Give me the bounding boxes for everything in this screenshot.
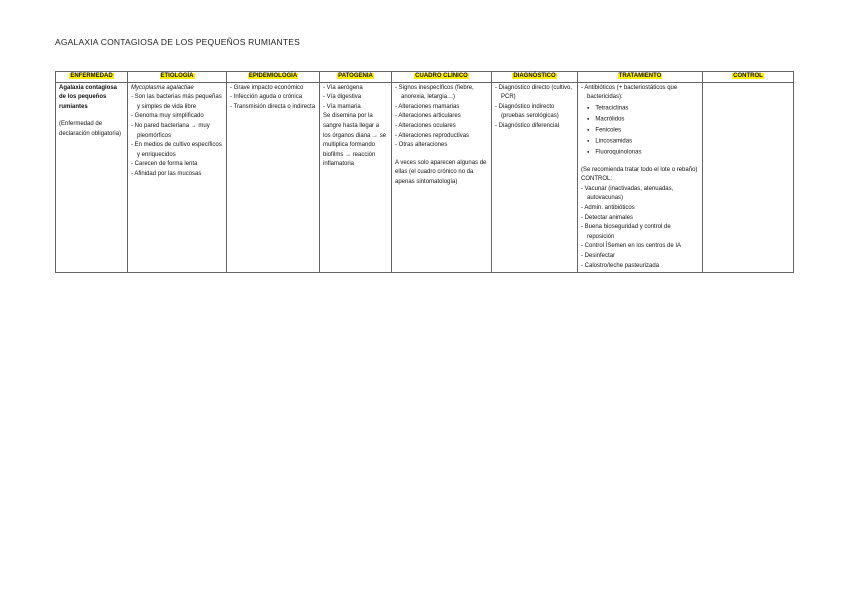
- header-cuadro-clinico: CUADRO CLÍNICO: [392, 72, 492, 83]
- list-item: ● Macrólidos: [597, 114, 699, 125]
- clinical-note: A veces solo aparecen algunas de ellas (el cuadro crónico no da apenas sintomatología): [395, 159, 487, 185]
- list-item: - Alteraciones reproductivas: [395, 132, 488, 142]
- list-item: - Alteraciones articulares: [395, 112, 488, 122]
- list-item: - Vía digestiva: [323, 93, 388, 103]
- list-item: - Control ÍSemen en los centros de IA: [581, 242, 699, 252]
- list-item: - Vacunar (inactivadas, atenuadas, autovacunas): [581, 185, 699, 204]
- list-item: - No pared bacteriana → muy pleomórficos: [131, 122, 223, 141]
- list-item: - Alteraciones mamarias: [395, 103, 488, 113]
- cell-epidemiologia: [227, 82, 320, 273]
- header-tratamiento: TRATAMIENTO: [578, 72, 703, 83]
- cell-control: [703, 82, 794, 273]
- disease-name: Agalaxia contagiosa de los pequeños rumiantes: [59, 84, 118, 110]
- header-patogenia: PATOGENIA: [320, 72, 392, 83]
- list-item: - Alteraciones oculares: [395, 122, 488, 132]
- clinical-list: [395, 84, 488, 151]
- list-item: - Signos inespecíficos (fiebre, anorexia, letargia…): [395, 84, 488, 103]
- cell-enfermedad: [56, 82, 128, 273]
- list-item: - Otras alteraciones: [395, 141, 488, 151]
- header-epidemiologia: EPIDEMIOLOGÍA: [227, 72, 320, 83]
- list-item: - Carecen de forma lenta: [131, 160, 223, 170]
- header-diagnostico: DIAGNÓSTICO: [492, 72, 578, 83]
- treatment-recommendation: (Se recomienda tratar todo el lote o rebaño): [581, 166, 698, 173]
- list-item: - Son las bacterias más pequeñas y simples de vida libre: [131, 93, 223, 112]
- cell-etiologia: [128, 82, 227, 273]
- summary-table: [55, 71, 794, 273]
- list-item: - Calostro/leche pasteurizada: [581, 262, 699, 272]
- header-enfermedad: ENFERMEDAD: [56, 72, 128, 83]
- cell-diagnostico: [492, 82, 578, 273]
- list-item: - Transmisión directa o indirecta: [230, 103, 316, 113]
- list-item: - Desinfectar: [581, 252, 699, 262]
- list-item: - Diagnóstico directo (cultivo, PCR): [495, 84, 574, 103]
- document-title: AGALAXIA CONTAGIOSA DE LOS PEQUEÑOS RUMIANTES: [55, 37, 301, 47]
- list-item: ● Fenicoles: [597, 125, 699, 136]
- treatment-intro: [581, 84, 699, 103]
- table-header-row: [56, 72, 794, 83]
- list-item: ● Tetraciclinas: [597, 103, 699, 114]
- control-label: CONTROL:: [581, 176, 613, 183]
- list-item: - En medios de cultivo específicos y enriquecidos: [131, 141, 223, 160]
- list-item: - Detectar animales: [581, 214, 699, 224]
- pathogenesis-list: [323, 84, 388, 113]
- list-item: - Diagnóstico diferencial: [495, 122, 574, 132]
- list-item: ● Fluoroquinolonas: [597, 147, 699, 158]
- list-item: - Diagnóstico indirecto (pruebas serológicas): [495, 103, 574, 122]
- header-control: CONTROL: [703, 72, 794, 83]
- pathogenesis-text: Se disemina por la sangre hasta llegar a los órganos diana → se multiplica formando biofilms → reacción inflamatoria: [323, 113, 387, 168]
- etiology-agent: Mycoplasma agalactiae: [131, 84, 194, 91]
- table-row: [56, 82, 794, 273]
- cell-cuadro-clinico: [392, 82, 492, 273]
- antibiotic-list: [581, 103, 699, 158]
- list-item: - Vía mamaria: [323, 103, 388, 113]
- list-item: - Admin. antibióticos: [581, 204, 699, 214]
- list-item: - Buena bioseguridad y control de reposición: [581, 223, 699, 242]
- list-item: - Antibióticos (+ bacteriostáticos que bactericidas):: [581, 84, 699, 103]
- cell-patogenia: [320, 82, 392, 273]
- header-etiologia: ETIOLOGÍA: [128, 72, 227, 83]
- list-item: - Infección aguda o crónica: [230, 93, 316, 103]
- epidemiology-list: [230, 84, 316, 113]
- diagnosis-list: [495, 84, 574, 132]
- etiology-list: [131, 93, 223, 179]
- disease-note: (Enfermedad de declaración obligatoria): [59, 121, 122, 137]
- list-item: - Afinidad por las mucosas: [131, 170, 223, 180]
- list-item: - Genoma muy simplificado: [131, 112, 223, 122]
- list-item: - Grave impacto económico: [230, 84, 316, 94]
- control-list: [581, 185, 699, 271]
- list-item: ● Lincosamidas: [597, 136, 699, 147]
- cell-tratamiento: [578, 82, 703, 273]
- list-item: - Vía aerógena: [323, 84, 388, 94]
